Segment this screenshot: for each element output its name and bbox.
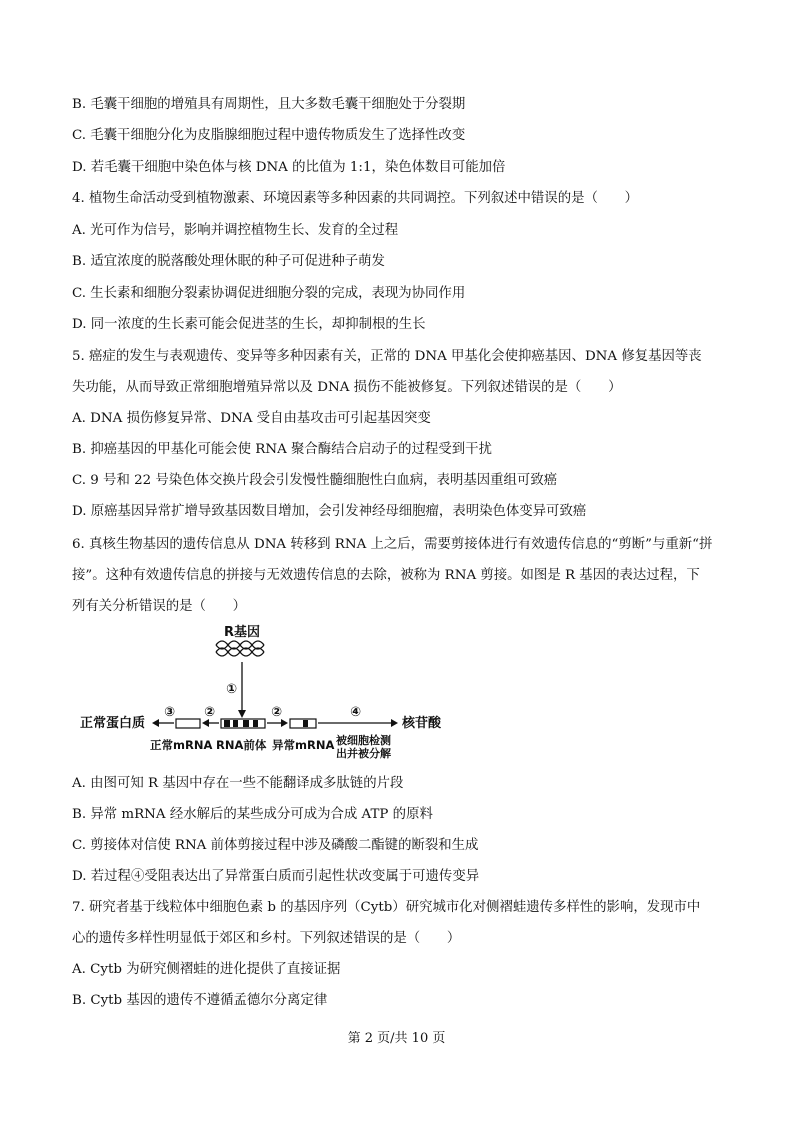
nucleotide-label: 核苷酸 — [402, 716, 442, 731]
step-3-label: ③ — [164, 705, 176, 720]
question-6-stem-line2: 接”。这种有效遗传信息的拼接与无效遗传信息的去除，被称为 RNA 剪接。如图是 R 基因的表达过程，下 — [72, 568, 700, 583]
question-6-stem-line1: 6. 真核生物基因的遗传信息从 DNA 转移到 RNA 上之后，需要剪接体进行有效遗传信息的“剪断”与重新“拼 — [72, 537, 713, 552]
step-1-label: ① — [226, 682, 238, 697]
question-7-stem-line1: 7. 研究者基于线粒体中细胞色素 b 的基因序列（Cytb）研究城市化对侧褶蛙遗传多样性的影响，发现市中 — [72, 900, 701, 915]
normal-mrna-label: 正常mRNA — [150, 738, 213, 752]
page-number: 第 2 页/共 10 页 — [347, 1031, 446, 1046]
option-4a: A. 光可作为信号，影响并调控植物生长、发育的全过程 — [72, 223, 399, 238]
option-5a: A. DNA 损伤修复异常、DNA 受自由基攻击可引起基因突变 — [72, 411, 431, 426]
option-4d: D. 同一浓度的生长素可能会促进茎的生长，却抑制根的生长 — [72, 317, 426, 332]
detected-label-line1: 被细胞检测 — [336, 734, 391, 747]
step-2-right-label: ② — [271, 705, 283, 720]
question-5-stem-line2: 失功能，从而导致正常细胞增殖异常以及 DNA 损伤不能被修复。下列叙述错误的是（ ） — [72, 380, 622, 395]
abnormal-mrna-box — [290, 719, 316, 728]
option-4c: C. 生长素和细胞分裂素协调促进细胞分裂的完成，表现为协同作用 — [72, 286, 466, 301]
gene-label: R基因 — [224, 625, 261, 640]
question-5-stem-line1: 5. 癌症的发生与表观遗传、变异等多种因素有关，正常的 DNA 甲基化会使抑癌基因、DNA 修复基因等丧 — [72, 349, 702, 364]
question-6-stem-line3: 列有关分析错误的是（ ） — [72, 599, 247, 614]
option-5c: C. 9 号和 22 号染色体交换片段会引发慢性髓细胞性白血病，表明基因重组可致癌 — [72, 473, 558, 488]
option-7b: B. Cytb 基因的遗传不遵循孟德尔分离定律 — [72, 993, 328, 1008]
normal-protein-label: 正常蛋白质 — [80, 716, 146, 731]
normal-mrna-box — [176, 719, 200, 728]
abnormal-mrna-label: 异常mRNA — [272, 738, 335, 752]
question-7-stem-line2: 心的遗传多样性明显低于郊区和乡村。下列叙述错误的是（ ） — [72, 931, 461, 946]
option-7a: A. Cytb 为研究侧褶蛙的进化提供了直接证据 — [72, 962, 341, 977]
option-6b: B. 异常 mRNA 经水解后的某些成分可成为合成 ATP 的原料 — [72, 807, 433, 822]
option-6d: D. 若过程④受阻表达出了异常蛋白质而引起性状改变属于可遗传变异 — [72, 869, 480, 884]
rna-precursor-box — [221, 719, 265, 728]
step-2-left-label: ② — [204, 705, 216, 720]
dna-helix-icon — [216, 641, 264, 656]
rna-precursor-label: RNA前体 — [216, 738, 267, 752]
option-6c: C. 剪接体对信使 RNA 前体剪接过程中涉及磷酸二酯键的断裂和生成 — [72, 838, 479, 853]
step-4-label: ④ — [350, 705, 362, 720]
option-3b: B. 毛囊干细胞的增殖具有周期性，且大多数毛囊干细胞处于分裂期 — [72, 97, 466, 112]
option-3d: D. 若毛囊干细胞中染色体与核 DNA 的比值为 1:1，染色体数目可能加倍 — [72, 160, 506, 175]
option-3c: C. 毛囊干细胞分化为皮脂腺细胞过程中遗传物质发生了选择性改变 — [72, 128, 466, 143]
question-4-stem: 4. 植物生命活动受到植物激素、环境因素等多种因素的共同调控。下列叙述中错误的是（ ） — [72, 191, 639, 206]
option-4b: B. 适宜浓度的脱落酸处理休眠的种子可促进种子萌发 — [72, 254, 385, 269]
option-5d: D. 原癌基因异常扩增导致基因数目增加，会引发神经母细胞瘤，表明染色体变异可致癌 — [72, 504, 587, 519]
option-6a: A. 由图可知 R 基因中存在一些不能翻译成多肽链的片段 — [72, 776, 404, 791]
detected-label-line2: 出并被分解 — [336, 747, 391, 760]
option-5b: B. 抑癌基因的甲基化可能会使 RNA 聚合酶结合启动子的过程受到干扰 — [72, 442, 492, 457]
